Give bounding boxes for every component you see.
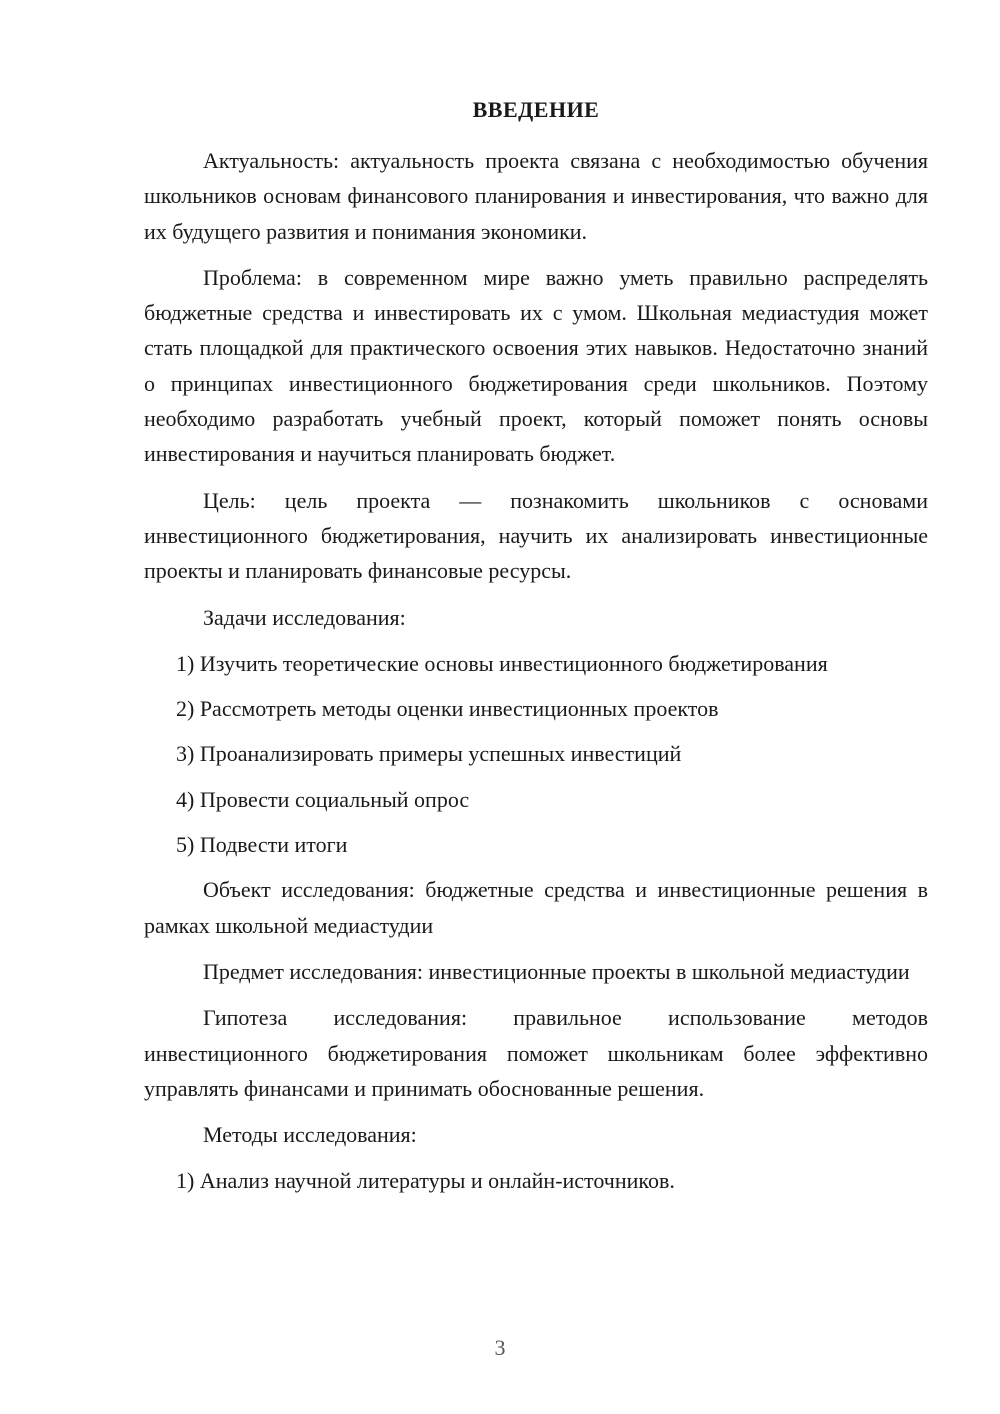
list-item: 2) Рассмотреть методы оценки инвестиционных проектов	[176, 696, 719, 722]
relevance-paragraph: Актуальность: актуальность проекта связана с необходимостью обучения школьников основам финансового планирования и инвестирования, что важно для их будущего развития и понимания экономики.	[144, 148, 928, 244]
list-item: 1) Анализ научной литературы и онлайн-источников.	[176, 1168, 675, 1194]
problem-paragraph: Проблема: в современном мире важно уметь правильно распределять бюджетные средства и инвестировать их с умом. Школьная медиастудия может стать площадкой для практического освоения этих навыков. Недостаточно знаний о принципах инвестиционного бюджетирования среди школьников. Поэтому необходимо разработать учебный проект, который поможет понять основы инвестирования и научиться планировать бюджет.	[144, 264, 928, 467]
goal-paragraph: Цель: цель проекта — познакомить школьников с основами инвестиционного бюджетирования, научить их анализировать инвестиционные проекты и планировать финансовые ресурсы.	[144, 487, 928, 584]
methods-list	[144, 1163, 928, 1198]
tasks-heading: Задачи исследования:	[203, 604, 406, 630]
list-item: 4) Провести социальный опрос	[176, 786, 470, 812]
tasks-list	[144, 646, 928, 862]
hypothesis-paragraph: Гипотеза исследования: правильное использование методов инвестиционного бюджетирования поможет школьникам более эффективно управлять финансами и принимать обоснованные решения.	[144, 1005, 928, 1101]
list-item: 3) Проанализировать примеры успешных инвестиций	[176, 741, 682, 767]
list-item: 5) Подвести итоги	[176, 832, 348, 858]
page-number: 3	[494, 1335, 506, 1360]
section-title: ВВЕДЕНИЕ	[472, 97, 600, 122]
list-item: 1) Изучить теоретические основы инвестиционного бюджетирования	[176, 650, 828, 676]
page-body	[144, 94, 928, 1209]
subject-paragraph: Предмет исследования: инвестиционные проекты в школьной медиастудии	[203, 958, 910, 984]
object-paragraph: Объект исследования: бюджетные средства и инвестиционные решения в рамках школьной медиастудии	[144, 877, 928, 938]
methods-heading: Методы исследования:	[203, 1122, 417, 1148]
